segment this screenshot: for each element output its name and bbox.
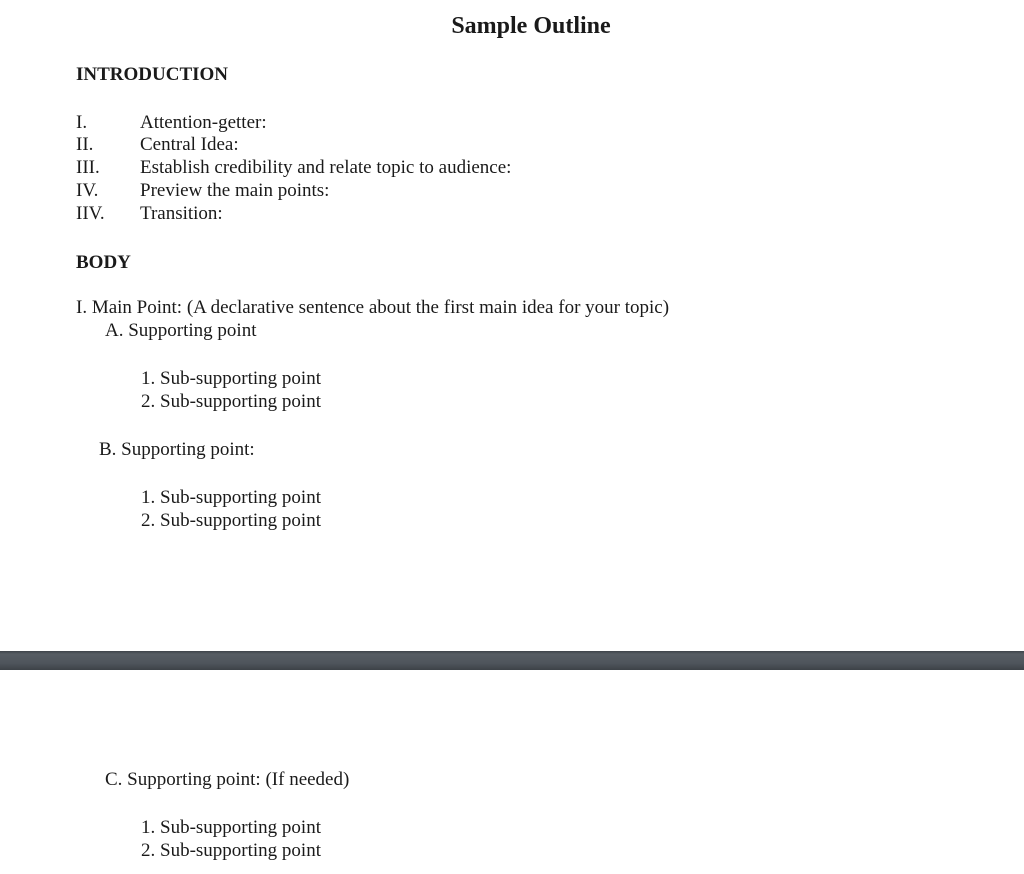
intro-item-transition: Transition: <box>140 203 223 224</box>
sub-supporting-b-2: 2. Sub-supporting point <box>141 510 321 531</box>
intro-item-central-idea: Central Idea: <box>140 134 239 155</box>
document-title: Sample Outline <box>451 13 611 39</box>
supporting-point-b: B. Supporting point: <box>99 439 255 460</box>
intro-item-preview: Preview the main points: <box>140 180 330 201</box>
page-break-divider <box>0 651 1024 670</box>
intro-item-attention-getter: Attention-getter: <box>140 112 267 133</box>
sub-supporting-a-2: 2. Sub-supporting point <box>141 391 321 412</box>
supporting-point-a: A. Supporting point <box>105 320 257 341</box>
supporting-point-c: C. Supporting point: (If needed) <box>105 769 350 790</box>
sub-supporting-c-2: 2. Sub-supporting point <box>141 840 321 861</box>
sub-supporting-a-1: 1. Sub-supporting point <box>141 368 321 389</box>
sub-supporting-c-1: 1. Sub-supporting point <box>141 817 321 838</box>
body-heading: BODY <box>76 252 131 273</box>
intro-numeral-5: IIV. <box>76 203 105 224</box>
intro-numeral-2: II. <box>76 134 94 155</box>
sub-supporting-b-1: 1. Sub-supporting point <box>141 487 321 508</box>
intro-numeral-4: IV. <box>76 180 99 201</box>
intro-numeral-1: I. <box>76 112 88 133</box>
introduction-heading: INTRODUCTION <box>76 64 229 85</box>
document-page-2 <box>0 670 1024 874</box>
intro-numeral-3: III. <box>76 157 100 178</box>
intro-item-credibility: Establish credibility and relate topic to audience: <box>140 157 512 178</box>
main-point-line: I. Main Point: (A declarative sentence about the first main idea for your topic) <box>76 297 670 318</box>
